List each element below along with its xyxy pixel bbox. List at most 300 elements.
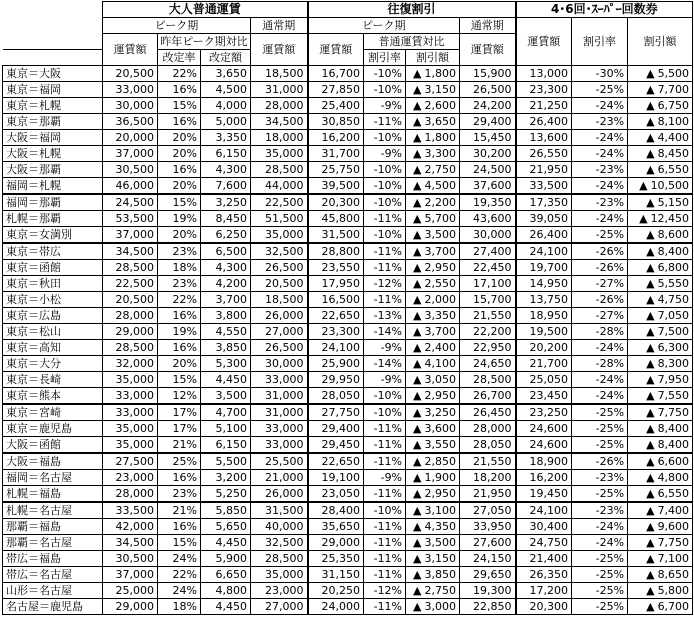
amount-value: 4,500 [424, 179, 457, 192]
adult-regular-fare-cell: 31,000 [251, 82, 308, 98]
adult-regular-fare-cell: 32,500 [251, 535, 308, 551]
amount-value: 10,500 [650, 179, 690, 192]
route-cell: 帯広＝名古屋 [3, 567, 103, 583]
round-discount-rate-cell: -9% [364, 372, 406, 388]
amount-value: 7,050 [657, 309, 690, 322]
adult-peak-fare-cell: 25,000 [103, 583, 158, 599]
coupon-discount-rate-cell: -24% [572, 519, 628, 535]
round-discount-amount-cell [406, 243, 460, 260]
adult-peak-fare-cell: 20,500 [103, 66, 158, 82]
coupon-discount-amount-cell [628, 437, 693, 454]
decrease-triangle-icon: ▲ [646, 131, 655, 144]
amount-value: 3,550 [424, 438, 457, 451]
round-discount-amount-cell [406, 453, 460, 470]
adult-peak-fare-cell: 33,500 [103, 502, 158, 519]
revised-amount-cell: 4,450 [201, 535, 251, 551]
coupon-discount-amount-cell [628, 583, 693, 599]
coupon-discount-amount-cell [628, 324, 693, 340]
coupon-discount-amount-cell [628, 66, 693, 82]
route-cell: 東京＝広島 [3, 308, 103, 324]
coupon-discount-rate-cell: -24% [572, 130, 628, 146]
table-row [3, 551, 693, 567]
round-peak-fare-cell: 29,400 [308, 421, 364, 437]
decrease-triangle-icon: ▲ [646, 471, 655, 484]
round-discount-amount-cell [406, 146, 460, 162]
round-discount-rate-cell: -11% [364, 260, 406, 276]
adult-peak-fare-cell: 37,000 [103, 146, 158, 162]
amount-value: 12,450 [650, 212, 690, 225]
adult-peak-fare-cell: 30,000 [103, 98, 158, 114]
coupon-discount-rate-cell: -24% [572, 178, 628, 195]
decrease-triangle-icon: ▲ [646, 504, 655, 517]
revised-amount-cell: 4,700 [201, 404, 251, 421]
route-cell: 大阪＝福岡 [3, 130, 103, 146]
decrease-triangle-icon: ▲ [413, 228, 422, 241]
round-regular-fare-cell: 22,450 [460, 260, 516, 276]
coupon-discount-rate-cell: -30% [572, 66, 628, 82]
revised-rate-cell: 23% [158, 486, 201, 503]
route-cell: 東京＝帯広 [3, 243, 103, 260]
route-cell: 東京＝女満別 [3, 227, 103, 244]
round-discount-amount-cell [406, 470, 460, 486]
adult-peak-fare-cell: 30,500 [103, 162, 158, 178]
amount-value: 3,600 [424, 422, 457, 435]
round-peak-fare-cell: 22,650 [308, 308, 364, 324]
revised-rate-cell: 20% [158, 130, 201, 146]
adult-regular-fare-cell: 33,000 [251, 437, 308, 454]
round-discount-amount-cell [406, 162, 460, 178]
round-peak-fare-cell: 25,350 [308, 551, 364, 567]
table-row [3, 114, 693, 130]
route-cell: 札幌＝名古屋 [3, 502, 103, 519]
revised-amount-cell: 3,700 [201, 292, 251, 308]
decrease-triangle-icon: ▲ [639, 212, 648, 225]
revised-rate-cell: 20% [158, 146, 201, 162]
route-cell: 大阪＝札幌 [3, 146, 103, 162]
decrease-triangle-icon: ▲ [413, 147, 422, 160]
decrease-triangle-icon: ▲ [646, 600, 655, 613]
round-discount-amount-cell [406, 194, 460, 211]
round-regular-fare-cell: 33,950 [460, 519, 516, 535]
round-discount-rate-cell: -14% [364, 356, 406, 372]
coupon-discount-amount-cell [628, 486, 693, 503]
coupon-discount-amount-cell [628, 308, 693, 324]
round-discount-amount-cell [406, 437, 460, 454]
revised-rate-cell: 15% [158, 535, 201, 551]
decrease-triangle-icon: ▲ [413, 520, 422, 533]
decrease-triangle-icon: ▲ [413, 277, 422, 290]
decrease-triangle-icon: ▲ [646, 196, 655, 209]
amount-value: 8,400 [657, 245, 690, 258]
adult-regular-fare-cell: 31,500 [251, 502, 308, 519]
coupon-fare-cell: 23,300 [516, 82, 572, 98]
decrease-triangle-icon: ▲ [413, 357, 422, 370]
adult-peak-fare-cell: 22,500 [103, 276, 158, 292]
amount-value: 3,500 [424, 228, 457, 241]
table-row [3, 453, 693, 470]
table-row [3, 178, 693, 195]
adult-peak-fare-cell: 28,500 [103, 340, 158, 356]
round-discount-rate-cell: -11% [364, 535, 406, 551]
round-discount-amount-cell [406, 276, 460, 292]
round-discount-amount-cell [406, 404, 460, 421]
amount-value: 5,500 [657, 67, 690, 80]
adult-peak-fare-cell: 20,000 [103, 130, 158, 146]
adult-peak-fare-cell: 30,500 [103, 551, 158, 567]
revised-rate-cell: 15% [158, 98, 201, 114]
coupon-fare-header: 運賃額 [516, 18, 572, 66]
round-peak-fare-cell: 45,800 [308, 211, 364, 227]
coupon-discount-rate-cell: -25% [572, 437, 628, 454]
decrease-triangle-icon: ▲ [639, 179, 648, 192]
table-row [3, 535, 693, 551]
amount-value: 8,100 [657, 115, 690, 128]
table-row [3, 519, 693, 535]
amount-value: 7,750 [657, 406, 690, 419]
round-peak-fare-cell: 29,950 [308, 372, 364, 388]
amount-value: 3,100 [424, 504, 457, 517]
decrease-triangle-icon: ▲ [646, 389, 655, 402]
coupon-discount-amount-cell [628, 194, 693, 211]
revised-amount-cell: 4,300 [201, 162, 251, 178]
adult-regular-fare-cell: 35,000 [251, 567, 308, 583]
round-regular-fare-cell: 43,600 [460, 211, 516, 227]
adult-regular-fare-cell: 25,500 [251, 453, 308, 470]
adult-regular-fare-cell: 18,000 [251, 130, 308, 146]
amount-value: 6,750 [657, 99, 690, 112]
coupon-discount-rate-cell: -25% [572, 486, 628, 503]
coupon-rate-header: 割引率 [572, 18, 628, 66]
decrease-triangle-icon: ▲ [646, 422, 655, 435]
route-cell: 東京＝松山 [3, 324, 103, 340]
round-peak-fare-cell: 16,700 [308, 66, 364, 82]
round-regular-fare-header: 運賃額 [460, 34, 516, 66]
amount-value: 2,950 [424, 487, 457, 500]
round-peak-fare-cell: 31,700 [308, 146, 364, 162]
coupon-discount-amount-cell [628, 388, 693, 405]
coupon-discount-rate-cell: -24% [572, 535, 628, 551]
round-regular-fare-cell: 30,200 [460, 146, 516, 162]
revised-rate-cell: 25% [158, 453, 201, 470]
revised-rate-cell: 18% [158, 599, 201, 615]
round-discount-amount-cell [406, 130, 460, 146]
round-peak-fare-cell: 24,100 [308, 340, 364, 356]
coupon-discount-amount-cell [628, 243, 693, 260]
coupon-fare-cell: 24,100 [516, 243, 572, 260]
coupon-discount-amount-cell [628, 599, 693, 615]
table-row [3, 404, 693, 421]
decrease-triangle-icon: ▲ [646, 552, 655, 565]
revised-amount-cell: 5,250 [201, 486, 251, 503]
round-regular-fare-cell: 17,100 [460, 276, 516, 292]
coupon-discount-rate-cell: -25% [572, 82, 628, 98]
coupon-fare-cell: 17,350 [516, 194, 572, 211]
decrease-triangle-icon: ▲ [413, 600, 422, 613]
amount-value: 3,850 [424, 568, 457, 581]
round-discount-amount-cell [406, 66, 460, 82]
table-row [3, 146, 693, 162]
round-peak-fare-cell: 35,650 [308, 519, 364, 535]
amount-value: 2,600 [424, 99, 457, 112]
coupon-discount-amount-cell [628, 372, 693, 388]
adult-peak-fare-cell: 32,000 [103, 356, 158, 372]
revised-rate-cell: 19% [158, 324, 201, 340]
route-cell: 東京＝長崎 [3, 372, 103, 388]
decrease-triangle-icon: ▲ [646, 277, 655, 290]
revised-amount-header: 改定額 [201, 50, 251, 66]
table-row [3, 227, 693, 244]
coupon-discount-amount-cell [628, 146, 693, 162]
adult-peak-fare-cell: 34,500 [103, 243, 158, 260]
round-peak-fare-cell: 31,500 [308, 227, 364, 244]
coupon-discount-rate-cell: -23% [572, 470, 628, 486]
amount-value: 6,700 [657, 600, 690, 613]
coupon-fare-cell: 18,950 [516, 308, 572, 324]
round-peak-fare-cell: 30,850 [308, 114, 364, 130]
round-peak-fare-cell: 28,400 [308, 502, 364, 519]
amount-value: 5,700 [424, 212, 457, 225]
amount-value: 2,950 [424, 261, 457, 274]
adult-peak-header: ピーク期 [103, 18, 251, 34]
round-discount-amount-cell [406, 260, 460, 276]
adult-peak-fare-header: 運賃額 [103, 34, 158, 66]
decrease-triangle-icon: ▲ [413, 373, 422, 386]
decrease-triangle-icon: ▲ [646, 67, 655, 80]
revised-rate-cell: 23% [158, 243, 201, 260]
adult-peak-fare-cell: 36,500 [103, 114, 158, 130]
amount-value: 9,600 [657, 520, 690, 533]
table-row [3, 243, 693, 260]
decrease-triangle-icon: ▲ [646, 406, 655, 419]
round-peak-fare-cell: 16,500 [308, 292, 364, 308]
adult-regular-fare-cell: 18,500 [251, 66, 308, 82]
round-peak-fare-cell: 29,000 [308, 535, 364, 551]
coupon-fare-cell: 21,700 [516, 356, 572, 372]
decrease-triangle-icon: ▲ [413, 406, 422, 419]
coupon-fare-cell: 21,950 [516, 162, 572, 178]
amount-value: 1,900 [424, 471, 457, 484]
decrease-triangle-icon: ▲ [646, 228, 655, 241]
round-discount-amount-cell [406, 340, 460, 356]
decrease-triangle-icon: ▲ [413, 293, 422, 306]
adult-peak-fare-cell: 35,000 [103, 437, 158, 454]
revised-amount-cell: 3,800 [201, 308, 251, 324]
amount-value: 2,750 [424, 163, 457, 176]
coupon-discount-amount-cell [628, 535, 693, 551]
table-row [3, 130, 693, 146]
revised-rate-cell: 23% [158, 276, 201, 292]
revised-amount-cell: 5,100 [201, 421, 251, 437]
amount-value: 8,450 [657, 147, 690, 160]
adult-peak-fare-cell: 20,500 [103, 292, 158, 308]
amount-value: 5,800 [657, 584, 690, 597]
table-row [3, 260, 693, 276]
coupon-discount-rate-cell: -24% [572, 146, 628, 162]
amount-value: 8,650 [657, 568, 690, 581]
round-discount-rate-cell: -11% [364, 292, 406, 308]
table-row [3, 66, 693, 82]
table-row [3, 502, 693, 519]
route-cell: 福岡＝那覇 [3, 194, 103, 211]
adult-regular-header: 通常期 [251, 18, 308, 34]
adult-peak-fare-cell: 28,000 [103, 308, 158, 324]
amount-value: 7,950 [657, 373, 690, 386]
round-discount-amount-cell [406, 211, 460, 227]
round-peak-fare-cell: 22,650 [308, 453, 364, 470]
round-discount-rate-cell: -9% [364, 146, 406, 162]
decrease-triangle-icon: ▲ [413, 438, 422, 451]
amount-value: 6,550 [657, 163, 690, 176]
coupon-fare-cell: 21,400 [516, 551, 572, 567]
round-discount-amount-cell [406, 308, 460, 324]
coupon-discount-rate-cell: -26% [572, 260, 628, 276]
coupon-discount-rate-cell: -24% [572, 340, 628, 356]
round-discount-rate-cell: -11% [364, 519, 406, 535]
amount-value: 8,400 [657, 422, 690, 435]
revised-amount-cell: 5,500 [201, 453, 251, 470]
route-cell: 福岡＝名古屋 [3, 470, 103, 486]
coupon-discount-amount-cell [628, 292, 693, 308]
decrease-triangle-icon: ▲ [413, 261, 422, 274]
coupon-discount-rate-cell: -26% [572, 243, 628, 260]
header-row-2 [3, 18, 693, 34]
adult-peak-fare-cell: 35,000 [103, 372, 158, 388]
round-discount-rate-cell: -11% [364, 211, 406, 227]
amount-value: 6,300 [657, 341, 690, 354]
round-regular-fare-cell: 22,850 [460, 599, 516, 615]
decrease-triangle-icon: ▲ [413, 422, 422, 435]
coupon-discount-rate-cell: -25% [572, 227, 628, 244]
coupon-discount-rate-cell: -23% [572, 114, 628, 130]
table-row [3, 583, 693, 599]
coupon-discount-amount-cell [628, 260, 693, 276]
amount-value: 7,400 [657, 504, 690, 517]
round-discount-rate-cell: -11% [364, 114, 406, 130]
amount-value: 3,150 [424, 552, 457, 565]
route-cell: 大阪＝那覇 [3, 162, 103, 178]
adult-regular-fare-cell: 22,500 [251, 194, 308, 211]
round-discount-rate-cell: -10% [364, 404, 406, 421]
decrease-triangle-icon: ▲ [646, 163, 655, 176]
revised-amount-cell: 6,500 [201, 243, 251, 260]
coupon-discount-rate-cell: -28% [572, 356, 628, 372]
table-row [3, 388, 693, 405]
round-discount-rate-cell: -10% [364, 194, 406, 211]
coupon-discount-rate-cell: -27% [572, 276, 628, 292]
revised-rate-cell: 16% [158, 162, 201, 178]
adult-regular-fare-header: 運賃額 [251, 34, 308, 66]
round-regular-fare-cell: 30,000 [460, 227, 516, 244]
revised-amount-cell: 4,500 [201, 82, 251, 98]
route-cell: 東京＝鹿児島 [3, 421, 103, 437]
decrease-triangle-icon: ▲ [646, 147, 655, 160]
amount-value: 7,500 [657, 325, 690, 338]
coupon-discount-rate-cell: -23% [572, 162, 628, 178]
round-regular-header: 通常期 [460, 18, 516, 34]
coupon-discount-amount-cell [628, 82, 693, 98]
adult-peak-fare-cell: 29,000 [103, 599, 158, 615]
revised-amount-cell: 8,450 [201, 211, 251, 227]
amount-value: 3,050 [424, 373, 457, 386]
coupon-discount-rate-cell: -25% [572, 567, 628, 583]
adult-regular-fare-cell: 26,000 [251, 308, 308, 324]
coupon-fare-cell: 20,200 [516, 340, 572, 356]
decrease-triangle-icon: ▲ [413, 99, 422, 112]
adult-regular-fare-cell: 28,500 [251, 551, 308, 567]
amount-value: 8,600 [657, 228, 690, 241]
decrease-triangle-icon: ▲ [413, 196, 422, 209]
amount-value: 4,800 [657, 471, 690, 484]
round-regular-fare-cell: 19,350 [460, 194, 516, 211]
decrease-triangle-icon: ▲ [413, 325, 422, 338]
coupon-discount-amount-cell [628, 356, 693, 372]
table-row [3, 599, 693, 615]
revised-amount-cell: 6,150 [201, 146, 251, 162]
route-cell: 札幌＝那覇 [3, 211, 103, 227]
round-discount-rate-cell: -9% [364, 98, 406, 114]
round-discount-rate-cell: -10% [364, 162, 406, 178]
decrease-triangle-icon: ▲ [646, 487, 655, 500]
coupon-discount-rate-cell: -25% [572, 551, 628, 567]
decrease-triangle-icon: ▲ [646, 520, 655, 533]
coupon-fare-cell: 33,500 [516, 178, 572, 195]
adult-regular-fare-cell: 27,000 [251, 599, 308, 615]
round-peak-fare-cell: 29,450 [308, 437, 364, 454]
revised-rate-cell: 19% [158, 211, 201, 227]
round-regular-fare-cell: 27,600 [460, 535, 516, 551]
route-cell: 那覇＝名古屋 [3, 535, 103, 551]
revised-rate-cell: 22% [158, 66, 201, 82]
coupon-discount-amount-cell [628, 404, 693, 421]
route-cell: 東京＝大阪 [3, 66, 103, 82]
revised-amount-cell: 3,500 [201, 388, 251, 405]
table-row [3, 98, 693, 114]
coupon-fare-cell: 19,700 [516, 260, 572, 276]
corner-cell-bottom [3, 50, 103, 66]
round-peak-fare-cell: 39,500 [308, 178, 364, 195]
adult-regular-fare-cell: 26,500 [251, 260, 308, 276]
round-peak-fare-cell: 27,850 [308, 82, 364, 98]
table-row [3, 340, 693, 356]
round-discount-rate-cell: -9% [364, 340, 406, 356]
revised-rate-cell: 24% [158, 551, 201, 567]
coupon-fare-cell: 20,300 [516, 599, 572, 615]
adult-regular-fare-cell: 28,000 [251, 98, 308, 114]
decrease-triangle-icon: ▲ [646, 373, 655, 386]
amount-value: 6,550 [657, 487, 690, 500]
revised-amount-cell: 4,550 [201, 324, 251, 340]
amount-value: 8,300 [657, 357, 690, 370]
adult-regular-fare-cell: 44,000 [251, 178, 308, 195]
revised-amount-cell: 5,300 [201, 356, 251, 372]
adult-peak-fare-cell: 29,000 [103, 324, 158, 340]
adult-regular-fare-cell: 31,000 [251, 404, 308, 421]
coupon-discount-amount-cell [628, 130, 693, 146]
route-cell: 大阪＝函館 [3, 437, 103, 454]
coupon-fare-cell: 14,950 [516, 276, 572, 292]
adult-peak-fare-cell: 28,000 [103, 486, 158, 503]
round-regular-fare-cell: 24,150 [460, 551, 516, 567]
coupon-fare-cell: 23,250 [516, 404, 572, 421]
decrease-triangle-icon: ▲ [646, 115, 655, 128]
round-discount-amount-cell [406, 551, 460, 567]
round-discount-rate-cell: -10% [364, 130, 406, 146]
coupon-discount-amount-cell [628, 178, 693, 195]
round-regular-fare-cell: 24,200 [460, 98, 516, 114]
revised-amount-cell: 5,850 [201, 502, 251, 519]
coupon-discount-rate-cell: -24% [572, 211, 628, 227]
round-discount-amount-cell [406, 356, 460, 372]
